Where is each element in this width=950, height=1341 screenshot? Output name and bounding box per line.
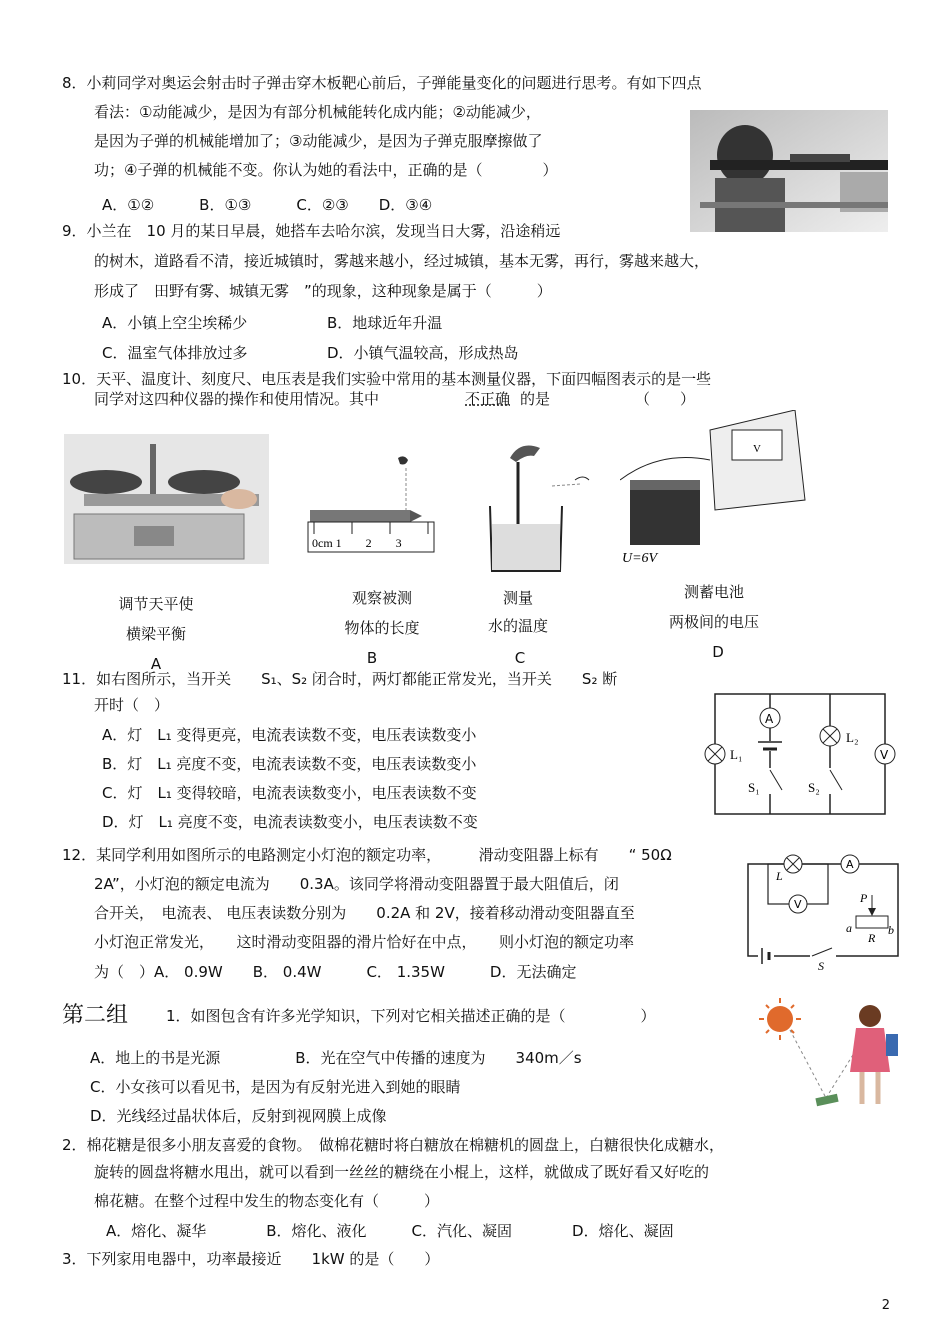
circuit-diagram-q11 bbox=[700, 686, 900, 821]
circuit-diagram-q12 bbox=[738, 850, 908, 970]
terminal-a-label: a bbox=[846, 921, 852, 935]
q12-line4: 小灯泡正常发光， 这时滑动变阻器的滑片恰好在中点， 则小灯泡的额定功率 bbox=[94, 933, 635, 951]
figure-thermometer bbox=[480, 436, 600, 576]
shooter-photo bbox=[690, 110, 888, 232]
q11-option-b: B．灯 L₁ 亮度不变，电流表读数不变，电压表读数变小 bbox=[102, 755, 477, 773]
q10-line1: 10．天平、温度计、刻度尺、电压表是我们实验中常用的基本测量仪器，下面四幅图表示的是一些 bbox=[62, 370, 712, 388]
caption-a-line2: 横梁平衡 bbox=[125, 625, 186, 643]
q11-option-c: C．灯 L₁ 变得较暗，电流表读数变小，电压表读数不变 bbox=[102, 784, 477, 802]
caption-c-letter: C bbox=[514, 649, 526, 667]
q10-emphasis: 不正确 bbox=[465, 390, 511, 408]
q10-answer-bracket: （ ） bbox=[635, 390, 696, 408]
q11-line2: 开时（ ） bbox=[94, 696, 170, 714]
g2-q2-line3: 棉花糖。在整个过程中发生的物态变化有（ ） bbox=[94, 1192, 440, 1210]
q9-option-b: B．地球近年升温 bbox=[327, 314, 443, 332]
caption-b-line1: 观察被测 bbox=[351, 589, 412, 607]
optics-figure bbox=[758, 994, 908, 1112]
switch-s-label: S bbox=[818, 959, 824, 970]
caption-d-line2: 两极间的电压 bbox=[668, 613, 759, 631]
q12-line5: 为（ ）A． 0.9W B． 0.4W C． 1.35W D．无法确定 bbox=[94, 963, 577, 981]
switch-s2-label: S₂ bbox=[808, 780, 820, 795]
q9-option-c: C．温室气体排放过多 bbox=[102, 344, 248, 362]
q8-line4: 功；④子弹的机械能不变。你认为她的看法中，正确的是（ ） bbox=[94, 161, 558, 179]
slider-p-label: P bbox=[860, 891, 868, 905]
caption-d-line1: 测蓄电池 bbox=[683, 583, 744, 601]
q12-line3: 合开关， 电流表、 电压表读数分别为 0.2A 和 2V，接着移动滑动变阻器直至 bbox=[94, 904, 635, 922]
switch-s1-label: S₁ bbox=[748, 780, 760, 795]
voltmeter-label-q12: V bbox=[794, 898, 802, 911]
caption-d-letter: D bbox=[712, 643, 724, 661]
lamp-label: L bbox=[776, 869, 783, 883]
svg-text:V: V bbox=[753, 443, 761, 455]
g2-q1: 1．如图包含有许多光学知识，下列对它相关描述正确的是（ ） bbox=[166, 1007, 656, 1025]
figure-ruler bbox=[300, 450, 440, 560]
q8-line1: 8．小莉同学对奥运会射击时子弹击穿木板靶心前后，子弹能量变化的问题进行思考。有如下四点 bbox=[62, 74, 702, 92]
ammeter-label: A bbox=[765, 712, 774, 726]
figure-balance bbox=[64, 434, 269, 564]
q8-options: A．①② B．①③ C．②③ D．③④ bbox=[102, 196, 433, 214]
q10-line2c: 的是 bbox=[520, 390, 551, 408]
q11-option-a: A．灯 L₁ 变得更亮，电流表读数不变，电压表读数变小 bbox=[102, 726, 477, 744]
q11-option-d: D．灯 L₁ 亮度不变，电流表读数变小，电压表读数不变 bbox=[102, 813, 478, 831]
ammeter-label-q12: A bbox=[846, 858, 854, 871]
caption-b-line2: 物体的长度 bbox=[344, 619, 420, 637]
caption-a-line1: 调节天平使 bbox=[118, 595, 194, 613]
q8-line2: 看法：①动能减少，是因为有部分机械能转化成内能；②动能减少， bbox=[94, 103, 541, 121]
lamp-l1-label: L₁ bbox=[730, 747, 743, 762]
ruler-scale-label: 0cm 1 2 3 bbox=[312, 536, 402, 550]
rheostat-r-label: R bbox=[868, 931, 876, 945]
q9-line2: 的树木，道路看不清，接近城镇时，雾越来越小，经过城镇，基本无雾，再行，雾越来越大， bbox=[94, 252, 710, 270]
q8-line3: 是因为子弹的机械能增加了；③动能减少，是因为子弹克服摩擦做了 bbox=[94, 132, 543, 150]
g2-q2-options: A．熔化、凝华 B．熔化、液化 C．汽化、凝固 D．熔化、凝固 bbox=[106, 1222, 674, 1240]
g2-q1-option-c: C．小女孩可以看见书，是因为有反射光进入到她的眼睛 bbox=[90, 1078, 461, 1096]
lamp-l2-label: L₂ bbox=[846, 730, 859, 745]
q9-line3: 形成了 田野有雾、城镇无雾 ”的现象，这种现象是属于（ ） bbox=[94, 282, 552, 300]
terminal-b-label: b bbox=[888, 923, 894, 937]
caption-c-line2: 水的温度 bbox=[487, 617, 548, 635]
q11-line1: 11．如右图所示，当开关 S₁、S₂ 闭合时，两灯都能正常发光，当开关 S₂ 断 bbox=[62, 670, 618, 688]
caption-c-line1: 测量 bbox=[502, 589, 533, 607]
g2-q1-option-d: D．光线经过晶状体后，反射到视网膜上成像 bbox=[90, 1107, 387, 1125]
g2-q2-line2: 旋转的圆盘将糖水甩出，就可以看到一丝丝的糖绕在小棍上，这样，就做成了既好看又好吃的 bbox=[94, 1163, 710, 1181]
g2-q3: 3．下列家用电器中，功率最接近 1kW 的是（ ） bbox=[62, 1250, 440, 1268]
g2-q1-options-ab: A．地上的书是光源 B．光在空气中传播的速度为 340m／s bbox=[90, 1049, 582, 1067]
q12-line1: 12．某同学利用如图所示的电路测定小灯泡的额定功率， 滑动变阻器上标有 “ 50Ω bbox=[62, 846, 672, 864]
section-heading: 第二组 bbox=[62, 1003, 129, 1028]
g2-q2-line1: 2．棉花糖是很多小朋友喜爱的食物。 做棉花糖时将白糖放在棉糖机的圆盘上，白糖很快化成糖水， bbox=[62, 1136, 725, 1154]
page-number: 2 bbox=[881, 1298, 890, 1313]
caption-b-letter: B bbox=[366, 649, 378, 667]
q9-option-a: A．小镇上空尘埃稀少 bbox=[102, 314, 248, 332]
figure-battery-voltmeter bbox=[620, 410, 810, 570]
caption-a-letter: A bbox=[150, 655, 162, 673]
voltmeter-label: V bbox=[880, 748, 889, 762]
battery-voltage-label: U=6V bbox=[622, 551, 658, 566]
q10-line2a: 同学对这四种仪器的操作和使用情况。其中 bbox=[94, 390, 380, 408]
q9-option-d: D．小镇气温较高，形成热岛 bbox=[327, 344, 519, 362]
q12-line2: 2A”，小灯泡的额定电流为 0.3A。该同学将滑动变阻器置于最大阻值后，闭 bbox=[94, 875, 619, 893]
q9-line1: 9．小兰在 10 月的某日早晨，她搭车去哈尔滨，发现当日大雾，沿途稍远 bbox=[62, 222, 561, 240]
